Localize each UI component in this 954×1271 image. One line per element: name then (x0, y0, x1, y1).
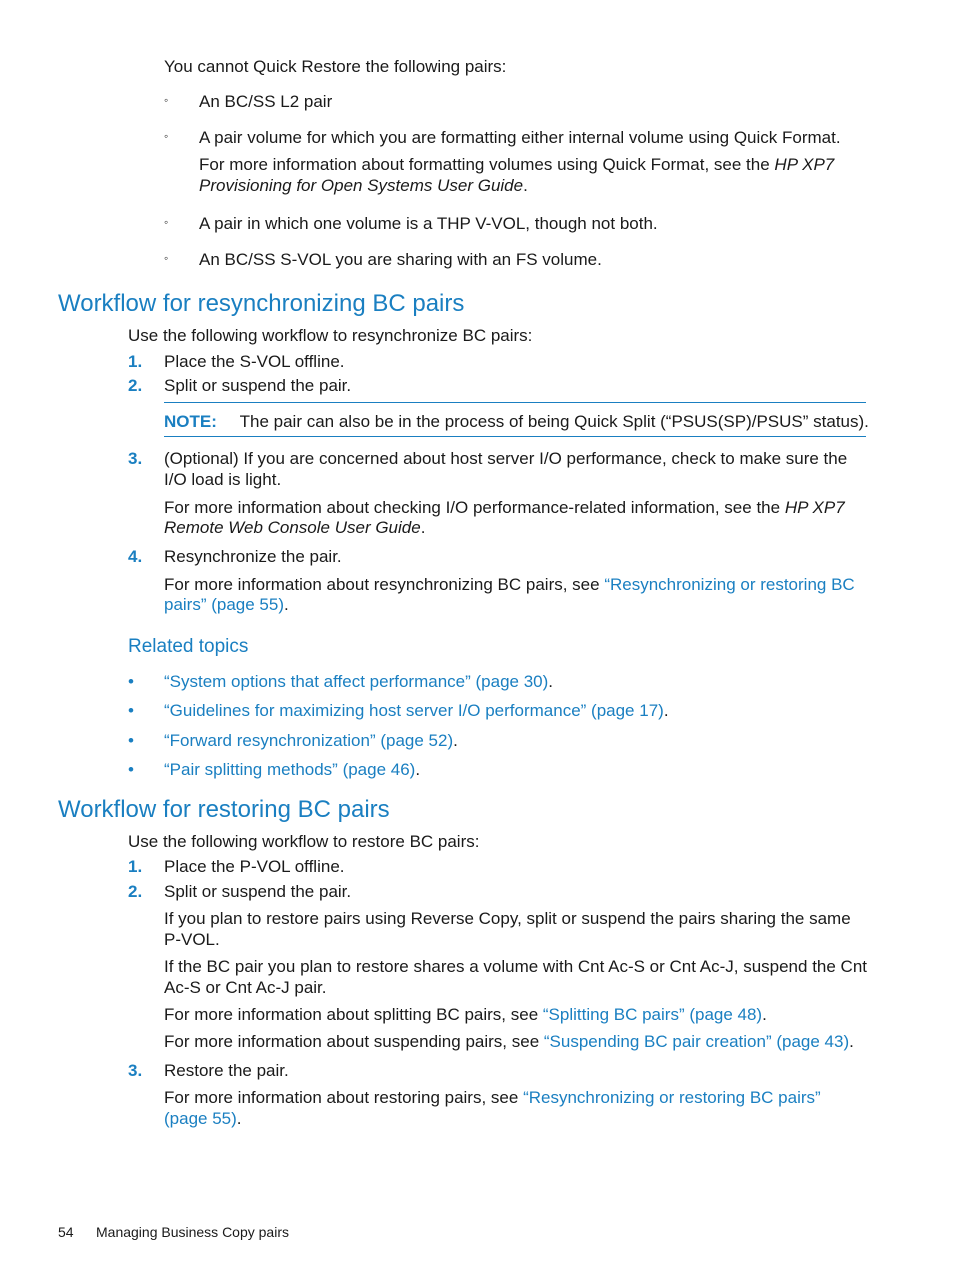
related-link[interactable]: “Guidelines for maximizing host server I/O performance” (page 17) (164, 701, 664, 720)
step-text-cont: I/O load is light. (164, 470, 282, 489)
related-item: “Forward resynchronization” (page 52). (164, 731, 458, 750)
bullet-marker: ◦ (164, 251, 169, 265)
resync-restore-link[interactable]: “Resynchronizing or restoring BC (604, 575, 855, 594)
splitting-link[interactable]: “Splitting BC pairs” (page 48) (542, 1005, 763, 1024)
page-number: 54 (58, 1224, 74, 1240)
suspending-link[interactable]: “Suspending BC pair creation” (page 43) (543, 1032, 850, 1051)
guide-title: Provisioning for Open Systems User Guide (199, 176, 524, 195)
cnt-para: If the BC pair you plan to restore shares a volume with Cnt Ac-S or Cnt Ac-J, suspend the Cnt (164, 957, 868, 976)
step-number: 2. (128, 882, 143, 901)
step-text: Place the P-VOL offline. (164, 857, 345, 876)
bullet-marker: • (128, 672, 134, 691)
resync-restore-link-cont[interactable]: (page 55) (164, 1109, 237, 1128)
cnt-para-cont: Ac-S or Cnt Ac-J pair. (164, 978, 327, 997)
related-item: “Pair splitting methods” (page 46). (164, 760, 421, 779)
bullet-marker: • (128, 731, 134, 750)
related-link[interactable]: “System options that affect performance” (page 30) (164, 672, 549, 691)
resync-restore-link-cont[interactable]: pairs” (page 55) (164, 595, 285, 614)
step3-more-info: For more information about checking I/O performance-related information, see the HP XP7 (164, 498, 845, 517)
step3-more-info-cont: Remote Web Console User Guide. (164, 518, 426, 537)
step-number: 3. (128, 449, 143, 468)
resync-restore-link[interactable]: “Resynchronizing or restoring BC pairs” (523, 1088, 821, 1107)
format-more-info-cont: Provisioning for Open Systems User Guide. (199, 176, 528, 195)
step-number: 1. (128, 857, 143, 876)
split-more-info: For more information about splitting BC pairs, see “Splitting BC pairs” (page 48). (164, 1005, 767, 1024)
related-link[interactable]: “Pair splitting methods” (page 46) (164, 760, 416, 779)
note (164, 411, 869, 432)
bullet-item: A pair volume for which you are formatting either internal volume using Quick Format. (199, 128, 841, 147)
step-text: Restore the pair. (164, 1061, 289, 1080)
step-text: Resynchronize the pair. (164, 547, 342, 566)
note-label: NOTE: (164, 412, 217, 431)
step4-more-info-cont: pairs” (page 55). (164, 595, 289, 614)
related-link[interactable]: “Forward resynchronization” (page 52) (164, 731, 454, 750)
restore-lead: Use the following workflow to restore BC pairs: (128, 832, 480, 851)
reverse-copy-para-cont: P-VOL. (164, 930, 220, 949)
bullet-item: An BC/SS L2 pair (199, 92, 333, 111)
reverse-copy-para: If you plan to restore pairs using Reverse Copy, split or suspend the pairs sharing the same (164, 909, 851, 928)
step-number: 2. (128, 376, 143, 395)
footer-section-title: Managing Business Copy pairs (96, 1224, 289, 1240)
step-number: 3. (128, 1061, 143, 1080)
step-number: 4. (128, 547, 143, 566)
note-top-rule (164, 402, 866, 403)
guide-title: Remote Web Console User Guide (164, 518, 421, 537)
bullet-marker: ◦ (164, 215, 169, 229)
related-item: “Guidelines for maximizing host server I/O performance” (page 17). (164, 701, 669, 720)
bullet-marker: ◦ (164, 93, 169, 107)
resync-lead: Use the following workflow to resynchronize BC pairs: (128, 326, 533, 345)
step-text: (Optional) If you are concerned about host server I/O performance, check to make sure the (164, 449, 848, 468)
bullet-item: A pair in which one volume is a THP V-VOL, though not both. (199, 214, 658, 233)
resync-heading: Workflow for resynchronizing BC pairs (58, 290, 465, 317)
restore-heading: Workflow for restoring BC pairs (58, 796, 390, 823)
bullet-item: An BC/SS S-VOL you are sharing with an FS volume. (199, 250, 602, 269)
related-item: “System options that affect performance” (page 30). (164, 672, 554, 691)
suspend-more-info: For more information about suspending pairs, see “Suspending BC pair creation” (page 43). (164, 1032, 854, 1051)
bullet-marker: • (128, 701, 134, 720)
note-bottom-rule (164, 436, 866, 437)
intro-text: You cannot Quick Restore the following pairs: (164, 57, 507, 76)
format-more-info: For more information about formatting volumes using Quick Format, see the HP XP7 (199, 155, 835, 174)
step-text: Split or suspend the pair. (164, 882, 352, 901)
step4-more-info: For more information about resynchronizing BC pairs, see “Resynchronizing or restoring BC (164, 575, 855, 594)
bullet-marker: ◦ (164, 129, 169, 143)
step-text: Split or suspend the pair. (164, 376, 352, 395)
bullet-marker: • (128, 760, 134, 779)
step-number: 1. (128, 352, 143, 371)
restore-more-info: For more information about restoring pairs, see “Resynchronizing or restoring BC pairs” (164, 1088, 821, 1107)
note-text: The pair can also be in the process of being Quick Split (“PSUS(SP)/PSUS” status). (239, 412, 869, 431)
related-topics-heading: Related topics (128, 636, 249, 657)
step-text: Place the S-VOL offline. (164, 352, 345, 371)
restore-more-info-cont: (page 55). (164, 1109, 242, 1128)
